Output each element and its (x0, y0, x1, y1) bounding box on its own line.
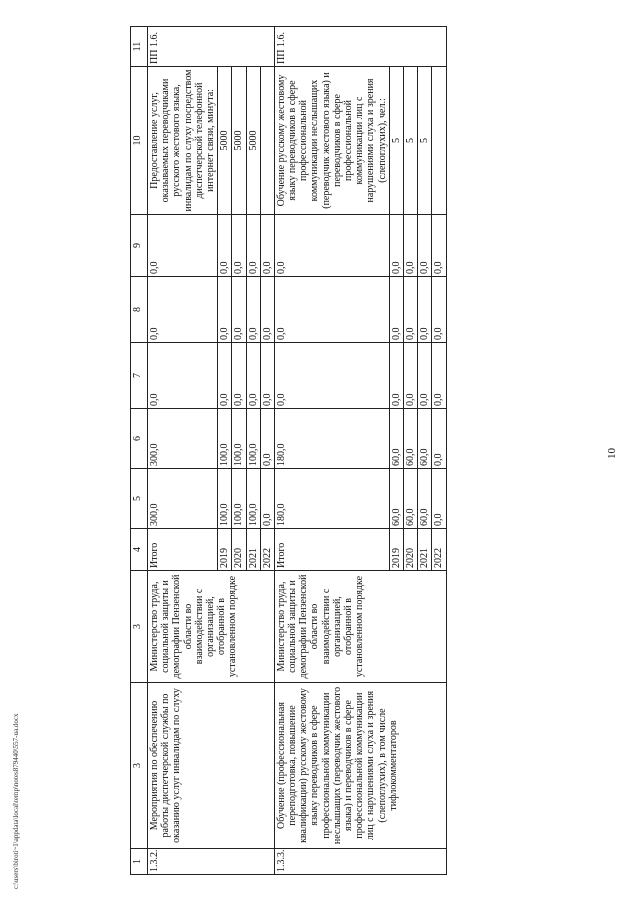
file-path: c:\users\biroti~1\appdata\local\temp\notes879440\557-ua.docx (12, 713, 20, 889)
year-cell: 2019 (389, 529, 403, 571)
amount-cell: 0,0 (418, 277, 432, 343)
year-cell: 2022 (432, 529, 446, 571)
column-number: 5 (131, 469, 148, 529)
amount-cell: 0,0 (418, 215, 432, 277)
amount-cell: 0,0 (389, 277, 403, 343)
executor: Министерство труда, социальной защиты и демографии Пензенской области во взаимодействии с организацией, отобранной в установленном порядке (148, 571, 275, 683)
amount-cell: 0,0 (274, 277, 389, 343)
amount-cell: 0,0 (432, 343, 446, 409)
amount-cell: 180,0 (274, 409, 389, 469)
indicator-value: 5 (418, 67, 432, 215)
year-cell: 2020 (232, 529, 246, 571)
amount-cell: 0,0 (389, 215, 403, 277)
column-number: 11 (131, 27, 148, 67)
year-cell: 2021 (246, 529, 260, 571)
amount-cell: 60,0 (403, 409, 417, 469)
program-table (130, 26, 447, 875)
amount-cell: 0,0 (432, 215, 446, 277)
amount-cell: 300,0 (148, 469, 218, 529)
amount-cell: 0,0 (246, 343, 260, 409)
amount-cell: 0,0 (260, 343, 274, 409)
column-number: 9 (131, 215, 148, 277)
year-cell: Итого (148, 529, 218, 571)
column-number-row (131, 27, 148, 875)
program-code: ПП 1.6. (148, 27, 275, 67)
amount-cell: 0,0 (260, 277, 274, 343)
year-cell: 2022 (260, 529, 274, 571)
amount-cell: 0,0 (403, 277, 417, 343)
program-code: ПП 1.6. (274, 27, 446, 67)
amount-cell: 0,0 (148, 215, 218, 277)
amount-cell: 0,0 (260, 215, 274, 277)
amount-cell: 0,0 (260, 469, 274, 529)
amount-cell: 100,0 (246, 469, 260, 529)
amount-cell: 60,0 (389, 409, 403, 469)
year-cell: 2019 (218, 529, 232, 571)
indicator-value: 5000 (246, 67, 260, 215)
activity-name: Обучение (профессиональная переподготовка, повышение квалификации) русскому жестовому языку переводчиков в сфере профессиональной коммуникации неслышащих (переводчик жестового языка) и переводчиков в сфере профессиональной коммуникации лиц с нарушениями слуха и зрения (слепоглухих), в том числе тифлокомментаторов (274, 683, 446, 849)
amount-cell: 0,0 (148, 277, 218, 343)
indicator-value: 5000 (232, 67, 246, 215)
amount-cell: 0,0 (218, 277, 232, 343)
amount-cell: 0,0 (432, 277, 446, 343)
indicator-description: Обучение русскому жестовому языку переводчиков в сфере профессиональной коммуникации неслышащих (переводчик жестового языка) и переводчиков в сфере профессиональной коммуникации лиц с нарушениями слуха и зрения (слепоглухих), чел.: (274, 67, 389, 215)
column-number: 1 (131, 849, 148, 875)
column-number: 10 (131, 67, 148, 215)
amount-cell: 0,0 (274, 343, 389, 409)
amount-cell: 100,0 (218, 469, 232, 529)
indicator-value: 5000 (218, 67, 232, 215)
row-number: 1.3.2. (148, 849, 275, 875)
amount-cell: 0,0 (218, 343, 232, 409)
amount-cell: 0,0 (246, 215, 260, 277)
amount-cell: 0,0 (232, 215, 246, 277)
indicator-value: 5 (403, 67, 417, 215)
amount-cell: 0,0 (403, 215, 417, 277)
amount-cell: 0,0 (260, 409, 274, 469)
amount-cell: 0,0 (246, 277, 260, 343)
column-number: 3 (131, 571, 148, 683)
column-number: 6 (131, 409, 148, 469)
amount-cell: 0,0 (232, 277, 246, 343)
amount-cell: 100,0 (232, 469, 246, 529)
year-cell: 2021 (418, 529, 432, 571)
column-number: 7 (131, 343, 148, 409)
amount-cell: 60,0 (418, 469, 432, 529)
amount-cell: 0,0 (389, 343, 403, 409)
indicator-description: Предоставление услуг, оказываемых переводчиками русского жестового языка, инвалидам по слуху посредством диспетчерской телефонной интернет связи, минута: (148, 67, 218, 215)
amount-cell: 0,0 (218, 215, 232, 277)
amount-cell: 0,0 (432, 409, 446, 469)
amount-cell: 0,0 (148, 343, 218, 409)
executor: Министерство труда, социальной защиты и демографии Пензенской области во взаимодействии с организацией, отобранной в установленном порядке (274, 571, 446, 683)
amount-cell: 0,0 (274, 215, 389, 277)
amount-cell: 60,0 (418, 409, 432, 469)
amount-cell: 180,0 (274, 469, 389, 529)
amount-cell: 60,0 (389, 469, 403, 529)
table-row (148, 27, 218, 875)
indicator-value: 5 (389, 67, 403, 215)
column-number: 3 (131, 683, 148, 849)
amount-cell: 0,0 (403, 343, 417, 409)
column-number: 8 (131, 277, 148, 343)
amount-cell: 300,0 (148, 409, 218, 469)
amount-cell: 100,0 (246, 409, 260, 469)
amount-cell: 100,0 (232, 409, 246, 469)
amount-cell: 0,0 (232, 343, 246, 409)
indicator-value (432, 67, 446, 215)
amount-cell: 60,0 (403, 469, 417, 529)
activity-name: Мероприятия по обеспечению работы диспетчерской службы по оказанию услуг инвалидам по слуху (148, 683, 275, 849)
year-cell: Итого (274, 529, 389, 571)
amount-cell: 100,0 (218, 409, 232, 469)
amount-cell: 0,0 (418, 343, 432, 409)
column-number: 4 (131, 529, 148, 571)
indicator-value (260, 67, 274, 215)
table-row (274, 27, 389, 875)
page-number: 10 (606, 448, 618, 459)
row-number: 1.3.3. (274, 849, 446, 875)
year-cell: 2020 (403, 529, 417, 571)
amount-cell: 0,0 (432, 469, 446, 529)
